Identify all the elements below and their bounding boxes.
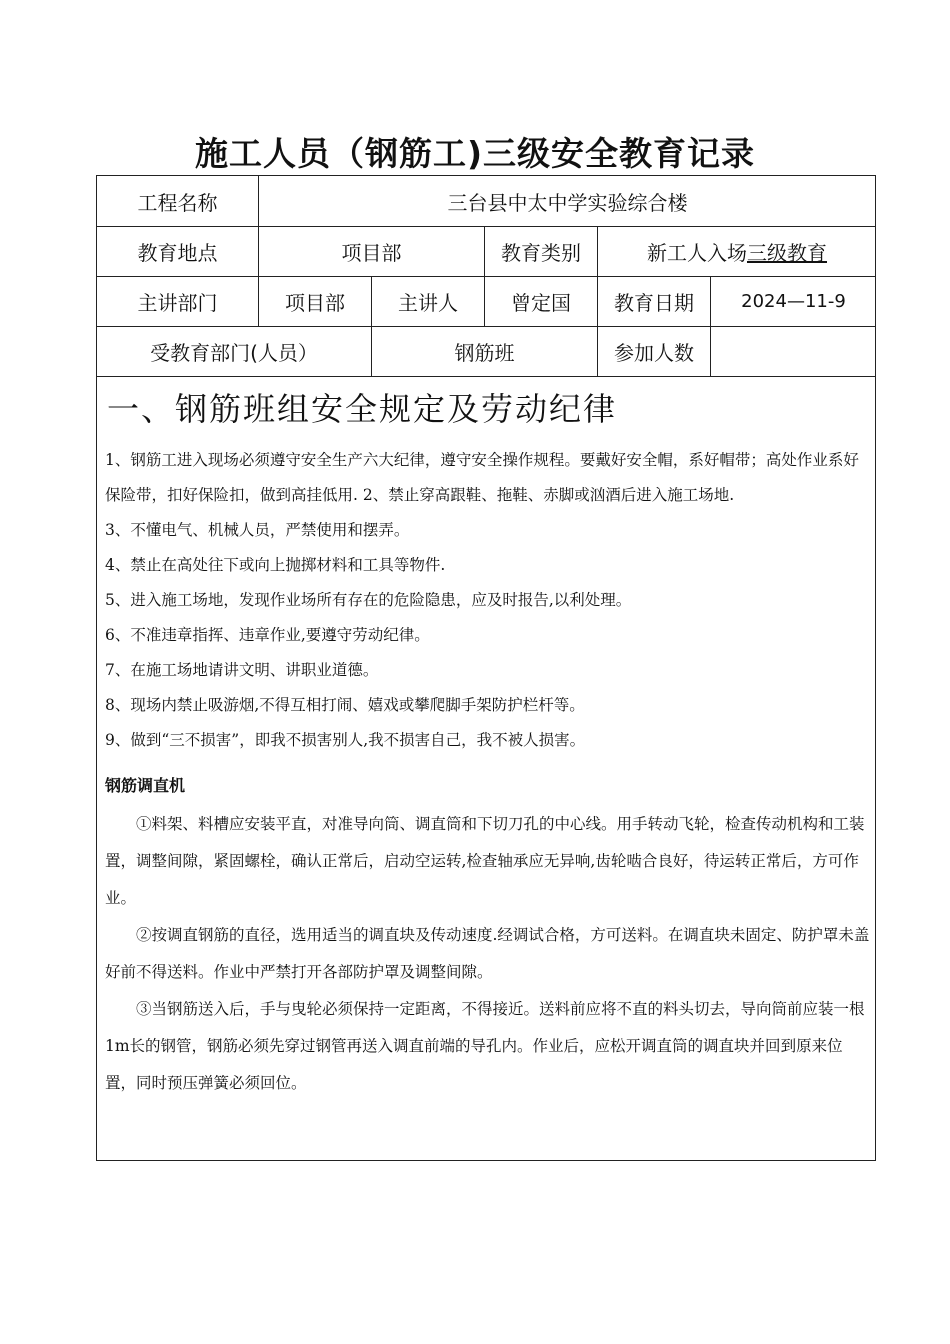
count-value	[711, 327, 876, 377]
dept-label: 主讲部门	[97, 277, 259, 327]
section-heading: 一、钢筋班组安全规定及劳动纪律	[107, 390, 618, 428]
rule-item: 4、禁止在高处往下或向上抛掷材料和工具等物件.	[105, 556, 446, 574]
machine-paragraph: ②按调直钢筋的直径，选用适当的调直块及传动速度.经调试合格，方可送料。在调直块未固定、防护罩未盖好前不得送料。作业中严禁打开各部防护罩及调整间隙。	[105, 926, 870, 981]
trainee-label: 受教育部门(人员）	[97, 327, 372, 377]
speaker-label: 主讲人	[372, 277, 485, 327]
trainee-value: 钢筋班	[372, 327, 598, 377]
machine-paragraph: ①料架、料槽应安装平直，对准导向筒、调直筒和下切刀孔的中心线。用手转动飞轮，检查传动机构和工装置，调整间隙，紧固螺栓，确认正常后，启动空运转,检查轴承应无异响,齿轮啮合良好，待运转正常后，方可作业。	[105, 815, 865, 907]
rule-item: 6、不准违章指挥、违章作业,要遵守劳动纪律。	[105, 626, 430, 644]
category-value	[598, 227, 876, 277]
machine-heading: 钢筋调直机	[105, 776, 186, 795]
rule-item: 1、钢筋工进入现场必须遵守安全生产六大纪律，遵守安全操作规程。要戴好安全帽，系好帽带；高处作业系好保险带，扣好保险扣，做到高挂低用. 2、禁止穿高跟鞋、拖鞋、赤脚或汹酒后进入施工场地.	[105, 451, 859, 504]
education-record-form	[96, 175, 876, 1161]
rule-item: 3、不懂电气、机械人员，严禁使用和摆弄。	[105, 521, 410, 539]
date-label: 教育日期	[598, 277, 711, 327]
category-label: 教育类别	[485, 227, 598, 277]
location-label: 教育地点	[97, 227, 259, 277]
content-body	[105, 443, 871, 1102]
project-name-label: 工程名称	[97, 176, 259, 227]
rule-item: 7、在施工场地请讲文明、讲职业道德。	[105, 661, 379, 679]
count-label: 参加人数	[598, 327, 711, 377]
machine-paragraph: ③当钢筋送入后，手与曳轮必须保持一定距离，不得接近。送料前应将不直的料头切去，导向筒前应装一根1m长的钢管，钢筋必须先穿过钢管再送入调直前端的导孔内。作业后，应松开调直筒的调直块并回到原来位置，同时预压弹簧必须回位。	[105, 1000, 865, 1092]
rule-item: 8、现场内禁止吸游烟,不得互相打闹、嬉戏或攀爬脚手架防护栏杆等。	[105, 696, 585, 714]
rule-item: 5、进入施工场地，发现作业场所有存在的危险隐患，应及时报告,以利处理。	[105, 591, 632, 609]
category-value-underlined: 三级教育	[747, 241, 827, 265]
category-value-main: 新工人入场	[647, 241, 747, 265]
rule-item: 9、做到“三不损害”，即我不损害别人,我不损害自己，我不被人损害。	[105, 731, 586, 749]
date-value: 2024—11-9	[711, 277, 876, 327]
document-title: 施工人员（钢筋工)三级安全教育记录	[194, 134, 756, 173]
dept-value: 项目部	[259, 277, 372, 327]
project-name-value: 三台县中太中学实验综合楼	[259, 176, 876, 227]
speaker-value: 曾定国	[485, 277, 598, 327]
location-value: 项目部	[259, 227, 485, 277]
